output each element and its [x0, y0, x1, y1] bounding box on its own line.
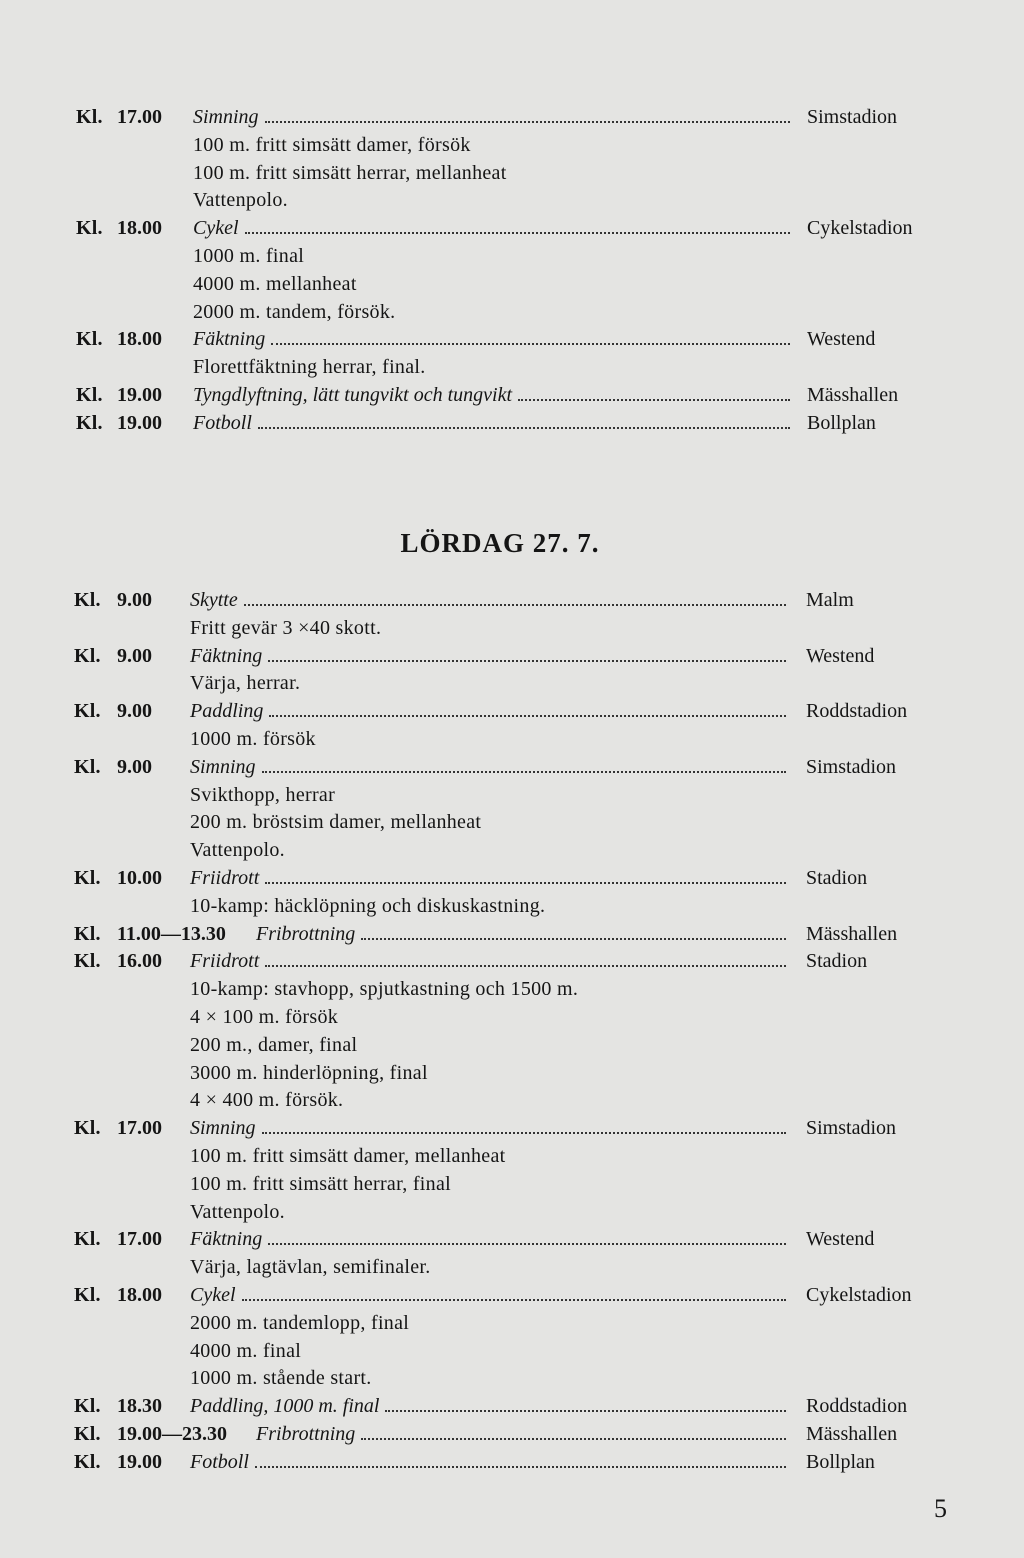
page-number: 5: [934, 1494, 947, 1523]
event-name: Fotboll: [193, 411, 252, 434]
entry-time: 16.00: [117, 950, 162, 973]
kl-label: Kl.: [74, 1284, 101, 1306]
dot-leader: [262, 771, 786, 773]
venue-name: Mässhallen: [806, 1423, 898, 1445]
event-name: Skytte: [190, 589, 238, 611]
event-line: [256, 920, 786, 948]
day-heading-text: LÖRDAG 27. 7.: [400, 528, 600, 558]
venue-name: Cykelstadion: [806, 1284, 912, 1306]
event-name: Fribrottning: [256, 1423, 356, 1445]
dot-leader: [268, 660, 786, 662]
event-name: Fäktning: [190, 1228, 263, 1251]
venue-name: Simstadion: [806, 1117, 897, 1140]
kl-label: Kl.: [74, 1117, 101, 1140]
event-line: [190, 1281, 786, 1309]
event-detail: 10-kamp: stavhopp, spjutkastning och 1500 m.: [190, 978, 579, 1001]
dot-leader: [265, 882, 786, 884]
event-detail: 200 m. bröstsim damer, mellanheat: [190, 811, 482, 834]
event-line: [193, 325, 790, 353]
dot-leader: [244, 604, 786, 606]
event-line: [190, 1225, 786, 1253]
venue-name: Roddstadion: [806, 700, 908, 723]
event-detail: Vattenpolo.: [190, 1200, 285, 1223]
entry-time: 18.00: [117, 328, 162, 351]
event-name: Friidrott: [190, 950, 260, 973]
event-detail: 4 × 100 m. försök: [190, 1006, 339, 1028]
event-detail: 2000 m. tandemlopp, final: [190, 1311, 410, 1334]
event-line: [190, 1448, 786, 1476]
event-detail: 200 m., damer, final: [190, 1033, 358, 1056]
kl-label: Kl.: [74, 922, 101, 945]
dot-leader: [265, 121, 790, 123]
kl-label: Kl.: [74, 589, 101, 611]
entry-time: 19.00: [117, 411, 162, 434]
schedule-entry: [0, 381, 1024, 409]
kl-label: Kl.: [74, 700, 101, 723]
schedule-entry: [0, 1281, 1024, 1309]
venue-name: Simstadion: [807, 106, 898, 128]
event-line: [190, 697, 786, 725]
dot-leader: [271, 343, 790, 345]
event-line: [190, 642, 786, 670]
schedule-entry: [0, 409, 1024, 437]
dot-leader: [242, 1299, 786, 1301]
event-line: [190, 864, 786, 892]
event-detail: Vattenpolo.: [193, 189, 288, 212]
dot-leader: [518, 399, 790, 401]
event-detail: 100 m. fritt simsätt damer, mellanheat: [190, 1145, 506, 1167]
event-line: [190, 586, 786, 614]
event-detail: Värja, herrar.: [190, 672, 301, 695]
event-detail: Vattenpolo.: [190, 839, 285, 862]
entry-time: 18.00: [117, 1284, 162, 1306]
schedule-entry: [0, 1225, 1024, 1253]
event-name: Paddling: [190, 700, 264, 723]
event-name: Simning: [190, 1117, 256, 1140]
event-line: [193, 381, 790, 409]
venue-name: Westend: [806, 644, 875, 667]
kl-label: Kl.: [74, 867, 101, 889]
event-name: Simning: [190, 755, 256, 778]
entry-time: 19.00—23.30: [117, 1423, 227, 1445]
dot-leader: [269, 715, 786, 717]
schedule-entry: [0, 1420, 1024, 1448]
dot-leader: [268, 1243, 786, 1245]
venue-name: Bollplan: [807, 411, 876, 434]
kl-label: Kl.: [74, 644, 101, 667]
dot-leader: [255, 1466, 786, 1468]
dot-leader: [361, 938, 786, 940]
entry-time: 17.00: [117, 106, 162, 128]
event-detail: 1000 m. stående start.: [190, 1367, 372, 1390]
kl-label: Kl.: [76, 106, 103, 128]
event-detail: 100 m. fritt simsätt herrar, final: [190, 1172, 452, 1195]
event-name: Fäktning: [190, 644, 263, 667]
venue-name: Mässhallen: [807, 384, 899, 406]
venue-name: Stadion: [806, 950, 868, 973]
event-detail: 3000 m. hinderlöpning, final: [190, 1061, 428, 1084]
kl-label: Kl.: [76, 411, 103, 434]
schedule-entry: [0, 947, 1024, 975]
day-heading: [0, 528, 1024, 559]
event-detail: Värja, lagtävlan, semifinaler.: [190, 1256, 431, 1279]
venue-name: Cykelstadion: [807, 217, 913, 240]
event-detail: 4000 m. mellanheat: [193, 272, 357, 295]
event-name: Fotboll: [190, 1450, 249, 1473]
event-detail: Svikthopp, herrar: [190, 783, 336, 806]
event-name: Paddling, 1000 m. final: [190, 1395, 380, 1418]
schedule-entry: [0, 697, 1024, 725]
entry-time: 17.00: [117, 1228, 162, 1251]
entry-time: 9.00: [117, 755, 152, 778]
entry-time: 11.00—13.30: [117, 922, 226, 945]
entry-time: 19.00: [117, 1450, 162, 1473]
entry-time: 18.30: [117, 1395, 162, 1418]
event-line: [190, 1114, 786, 1142]
dot-leader: [245, 232, 790, 234]
event-detail: Florettfäktning herrar, final.: [193, 356, 426, 379]
kl-label: Kl.: [74, 1423, 101, 1445]
schedule-entry: [0, 214, 1024, 242]
dot-leader: [262, 1132, 786, 1134]
venue-name: Roddstadion: [806, 1395, 908, 1418]
event-line: [193, 409, 790, 437]
schedule-entry: [0, 1114, 1024, 1142]
event-line: [190, 1392, 786, 1420]
event-line: [193, 214, 790, 242]
kl-label: Kl.: [76, 217, 103, 240]
kl-label: Kl.: [76, 328, 103, 351]
event-name: Fribrottning: [256, 922, 356, 945]
venue-name: Bollplan: [806, 1450, 875, 1473]
schedule-entry: [0, 325, 1024, 353]
kl-label: Kl.: [74, 1228, 101, 1251]
venue-name: Westend: [806, 1228, 875, 1251]
event-detail: 100 m. fritt simsätt herrar, mellanheat: [193, 161, 507, 184]
dot-leader: [361, 1438, 786, 1440]
dot-leader: [258, 427, 790, 429]
event-name: Cykel: [190, 1284, 236, 1306]
entry-time: 9.00: [117, 644, 152, 667]
dot-leader: [265, 965, 786, 967]
schedule-entry: [0, 103, 1024, 131]
event-line: [256, 1420, 786, 1448]
entry-time: 18.00: [117, 217, 162, 240]
kl-label: Kl.: [74, 1450, 101, 1473]
kl-label: Kl.: [74, 950, 101, 973]
entry-time: 9.00: [117, 700, 152, 723]
event-detail: 1000 m. försök: [190, 728, 316, 750]
event-detail: Fritt gevär 3 ×40 skott.: [190, 616, 382, 639]
venue-name: Simstadion: [806, 755, 897, 778]
event-name: Tyngdlyftning, lätt tungvikt och tungvikt: [193, 384, 513, 406]
entry-time: 10.00: [117, 867, 162, 889]
event-line: [190, 753, 786, 781]
event-line: [193, 103, 790, 131]
schedule-entry: [0, 920, 1024, 948]
event-detail: 100 m. fritt simsätt damer, försök: [193, 133, 471, 156]
event-detail: 4 × 400 m. försök.: [190, 1089, 344, 1112]
schedule-entry: [0, 586, 1024, 614]
schedule-entry: [0, 753, 1024, 781]
event-name: Fäktning: [193, 328, 266, 351]
entry-time: 17.00: [117, 1117, 162, 1140]
kl-label: Kl.: [76, 384, 103, 406]
event-detail: 10-kamp: häcklöpning och diskuskastning.: [190, 894, 546, 917]
schedule-entry: [0, 642, 1024, 670]
event-name: Friidrott: [190, 867, 260, 889]
dot-leader: [385, 1410, 786, 1412]
schedule-entry: [0, 1448, 1024, 1476]
venue-name: Malm: [806, 589, 854, 611]
entry-time: 19.00: [117, 384, 162, 406]
entry-time: 9.00: [117, 589, 152, 611]
venue-name: Stadion: [806, 867, 868, 889]
schedule-entry: [0, 1392, 1024, 1420]
event-detail: 2000 m. tandem, försök.: [193, 300, 396, 323]
event-name: Cykel: [193, 217, 239, 240]
schedule-entry: [0, 864, 1024, 892]
venue-name: Mässhallen: [806, 922, 898, 945]
event-detail: 4000 m. final: [190, 1339, 302, 1362]
event-detail: 1000 m. final: [193, 245, 305, 267]
venue-name: Westend: [807, 328, 876, 351]
kl-label: Kl.: [74, 1395, 101, 1418]
kl-label: Kl.: [74, 755, 101, 778]
event-line: [190, 947, 786, 975]
event-name: Simning: [193, 106, 259, 128]
